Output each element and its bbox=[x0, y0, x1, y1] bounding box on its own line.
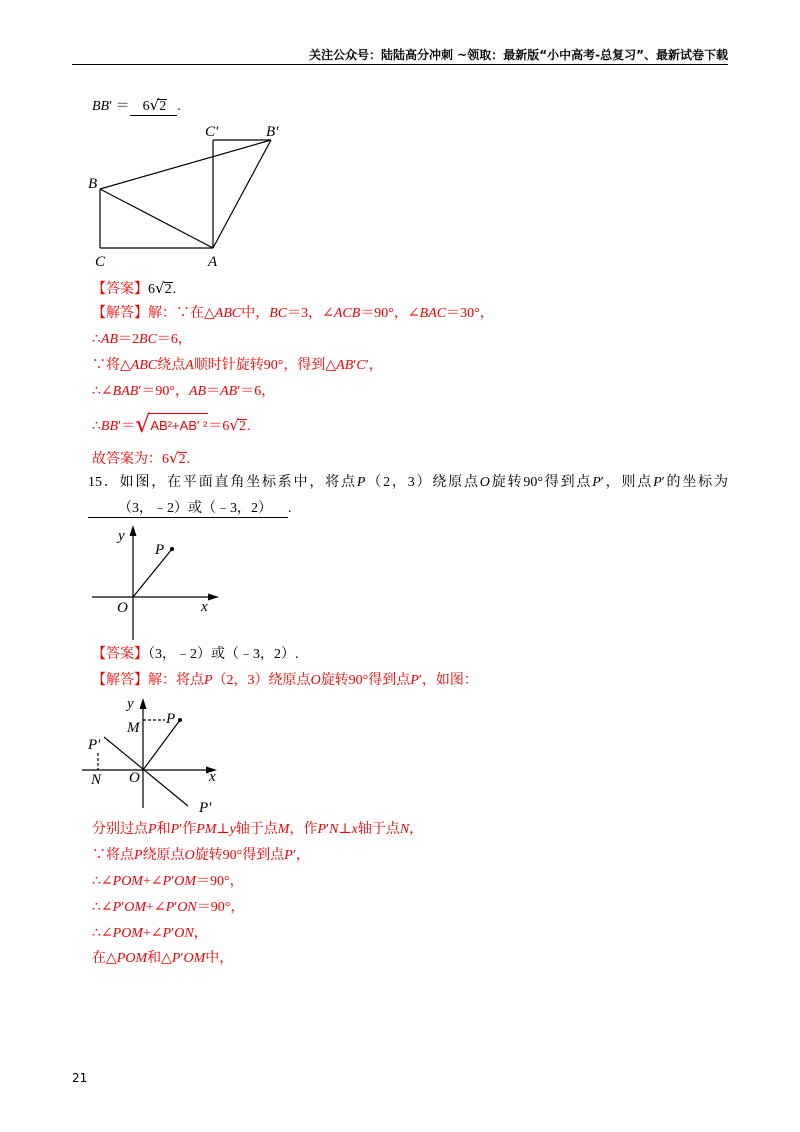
segment-bb-prime bbox=[100, 140, 271, 189]
q14-answer-blank bbox=[130, 97, 178, 116]
label-y: y bbox=[118, 528, 125, 544]
segment-ba bbox=[100, 189, 213, 248]
q14-blank-value: 6√2 bbox=[142, 96, 167, 114]
q15-solution-intro bbox=[92, 671, 478, 691]
label-p: P bbox=[155, 542, 165, 558]
answer-tag: 【答案】 bbox=[92, 282, 148, 297]
label-p: P bbox=[166, 711, 176, 727]
q15-question: 15．如图，在平面直角坐标系中，将点P（2，3）绕原点O旋转90°得到点P′，则点P′的坐标为 bbox=[88, 475, 728, 490]
q14-blank-prefix: BB′ ＝ bbox=[92, 99, 130, 114]
q15-solution-figure bbox=[75, 693, 225, 818]
q15-answer-line bbox=[92, 645, 299, 665]
label-c-prime: C′ bbox=[205, 124, 219, 140]
label-x: x bbox=[201, 599, 208, 615]
label-o: O bbox=[129, 770, 140, 786]
q14-conclusion: 故答案为：6√2. bbox=[92, 449, 191, 467]
q14-solution-line-2: ∴AB＝2BC＝6， bbox=[92, 332, 192, 347]
q15-solution-line-5: ∴∠POM+∠P′ON， bbox=[92, 926, 208, 941]
q14-solution-line-4: ∴∠BAB′＝90°，AB＝AB′＝6， bbox=[92, 384, 276, 399]
segment-p-prime-line bbox=[104, 737, 188, 806]
q15-blank-line bbox=[88, 499, 292, 519]
point-p bbox=[178, 718, 182, 722]
label-a: A bbox=[208, 254, 218, 270]
segment-op bbox=[143, 720, 180, 770]
q15-blank-value: （3，﹣2）或（﹣3，2） bbox=[118, 501, 272, 516]
point-p bbox=[170, 547, 174, 551]
label-b: B bbox=[88, 176, 98, 192]
solution-tag: 【解答】 bbox=[92, 673, 148, 688]
q14-blank-suffix: . bbox=[177, 99, 181, 114]
q15-figure bbox=[80, 520, 230, 645]
label-m: M bbox=[127, 720, 140, 736]
q15-solution-line-6: 在△POM和△P′OM中， bbox=[92, 951, 234, 966]
page-number: 21 bbox=[72, 1071, 88, 1085]
answer-tag: 【答案】 bbox=[92, 647, 148, 662]
label-p-prime-right: P′ bbox=[199, 800, 212, 816]
q14-blank-line bbox=[92, 97, 181, 117]
x-axis-arrow-icon bbox=[208, 594, 219, 601]
segment-ab-prime bbox=[213, 140, 271, 248]
solution-tag: 【解答】 bbox=[92, 306, 148, 321]
label-o: O bbox=[117, 600, 128, 616]
q14-solution-line-5 bbox=[92, 410, 251, 438]
label-p-prime-left: P′ bbox=[88, 737, 101, 753]
y-axis-arrow-icon bbox=[130, 525, 137, 536]
q15-solution-line-1: 分别过点P和P′作PM⊥y轴于点M，作P′N⊥x轴于点N， bbox=[92, 822, 424, 837]
q15-answer-blank bbox=[88, 500, 288, 518]
sqrt-line-lhs: ∴BB′＝ bbox=[92, 419, 136, 434]
q14-solution-line-3: ∵将△ABC绕点A顺时针旋转90°，得到△AB′C′， bbox=[92, 358, 383, 373]
label-x: x bbox=[209, 769, 216, 785]
page-header: 关注公众号：陆陆高分冲刺 ~领取：最新版“小中高考-总复习”、最新试卷下载 bbox=[309, 48, 728, 62]
sqrt-expression: √AB²+AB′ ² bbox=[135, 410, 208, 438]
q15-blank-suffix: . bbox=[288, 501, 292, 516]
label-c: C bbox=[95, 254, 106, 270]
q14-figure bbox=[80, 115, 290, 273]
header-rule bbox=[72, 64, 728, 65]
answer-value: （3，﹣2）或（﹣3，2）. bbox=[148, 647, 299, 662]
label-n: N bbox=[91, 772, 102, 788]
label-y: y bbox=[127, 696, 134, 712]
segment-op bbox=[133, 549, 172, 597]
answer-value: 6√2. bbox=[148, 279, 177, 297]
solution-text: 解：∵在△ABC中，BC＝3，∠ACB＝90°，∠BAC＝30°， bbox=[148, 306, 494, 321]
q14-answer-line bbox=[92, 278, 176, 300]
q15-solution-line-3: ∴∠POM+∠P′OM＝90°， bbox=[92, 874, 244, 889]
q15-solution-line-2: ∵将点P绕原点O旋转90°得到点P′， bbox=[92, 848, 310, 863]
y-axis-arrow-icon bbox=[140, 698, 147, 709]
sqrt-line-rhs: ＝6√2. bbox=[208, 416, 251, 434]
q15-solution-line-4: ∴∠P′OM+∠P′ON＝90°， bbox=[92, 900, 245, 915]
solution-text: 解：将点P（2，3）绕原点O旋转90°得到点P′，如图： bbox=[148, 673, 478, 688]
label-b-prime: B′ bbox=[266, 124, 279, 140]
q14-solution-line-1 bbox=[92, 304, 494, 324]
